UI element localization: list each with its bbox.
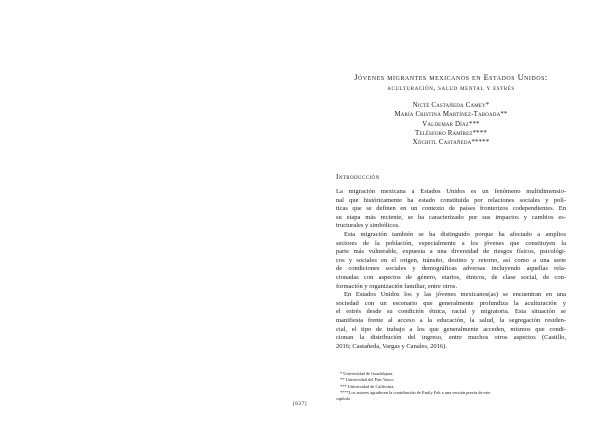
text-line: 2016; Castañeda, Vargas y Canales, 2016). (336, 342, 447, 350)
paragraph-3 (336, 291, 566, 351)
text-line: En Estados Unidos los y las jóvenes mexicanos(as) se encuentran en una (344, 291, 566, 299)
text-line: su etapa más reciente, se ha caracterizado por sus impactos y cambios es- (336, 213, 566, 221)
footnote: ** Universidad del País Vasco. (340, 377, 395, 383)
text-line: sociedad con un escenario que generalmente profundiza la aculturación y (336, 299, 566, 307)
text-line: Esta migración también se ha distinguido porque ha afectado a amplios (344, 230, 566, 238)
text-line: La migración mexicana a Estados Unidos es un fenómeno multidimensio- (336, 188, 566, 195)
text-line: formación y organización familiar, entre otros. (336, 282, 458, 290)
text-line: cial, el tipo de trabajo a los que generalmente acceden, mismos que condi- (336, 325, 566, 333)
text-line: nal que históricamente ha estado constituida por relaciones sociales y polí- (336, 196, 566, 204)
paragraph-1 (336, 188, 566, 231)
author-name: Valdemar Díaz*** (422, 120, 480, 128)
footnotes (336, 371, 566, 402)
author-name: Telésforo Ramírez**** (415, 129, 487, 137)
author-name: Xóchitl Castañeda***** (412, 139, 490, 147)
footnote: *** Universidad de California. (340, 383, 395, 389)
footnote: capítulo. (336, 396, 352, 402)
title-line-2: aculturación, salud mental y estrés (387, 84, 515, 92)
text-line: cionadas con aspectos de género, etarios, étnicos, de clase social, de con- (336, 273, 566, 281)
text-line: el estrés desde su condición étnica, racial y migratoria. Esta situación se (336, 308, 566, 316)
article-title (336, 73, 566, 93)
body-text (336, 188, 566, 351)
text-line: cos y sociales en el origen, tránsito, destino y retorno, así como a una serie (336, 256, 566, 264)
text-line: de condiciones sociales y demográficas adversas incluyendo aquellas rela- (336, 265, 566, 273)
title-line-1: Jóvenes migrantes mexicanos en Estados Unidos: (354, 73, 548, 82)
page-number: [637] (293, 401, 307, 407)
section-heading: Introducción (336, 173, 380, 181)
text-line: tructurales y simbólicos. (336, 222, 400, 230)
paragraph-2 (336, 231, 566, 291)
text-line: ticas que se definen en un contexto de países fronterizos codependientes. En (336, 205, 566, 213)
author-name: Nicté Castañeda Camey* (412, 102, 490, 109)
text-line: manifiesta frente al acceso a la educación, la salud, la segregación residen- (336, 316, 566, 324)
footnote: ****Los autores agradecen la contribución de Emily Felt a una versión previa de este (340, 389, 491, 395)
author-list (336, 101, 566, 147)
text-line: parte más vulnerable, expuesta a una diversidad de riesgos físicos, psicológi- (336, 248, 566, 256)
text-line: sectores de la población, especialmente a los jóvenes que constituyen la (336, 239, 566, 247)
footnote: * Universidad de Guadalajara. (340, 371, 394, 376)
author-name: María Cristina Martínez-Taboada** (394, 111, 508, 119)
text-line: cionan la distribución del ingreso, entre muchos otros aspectos (Castillo, (336, 334, 566, 342)
